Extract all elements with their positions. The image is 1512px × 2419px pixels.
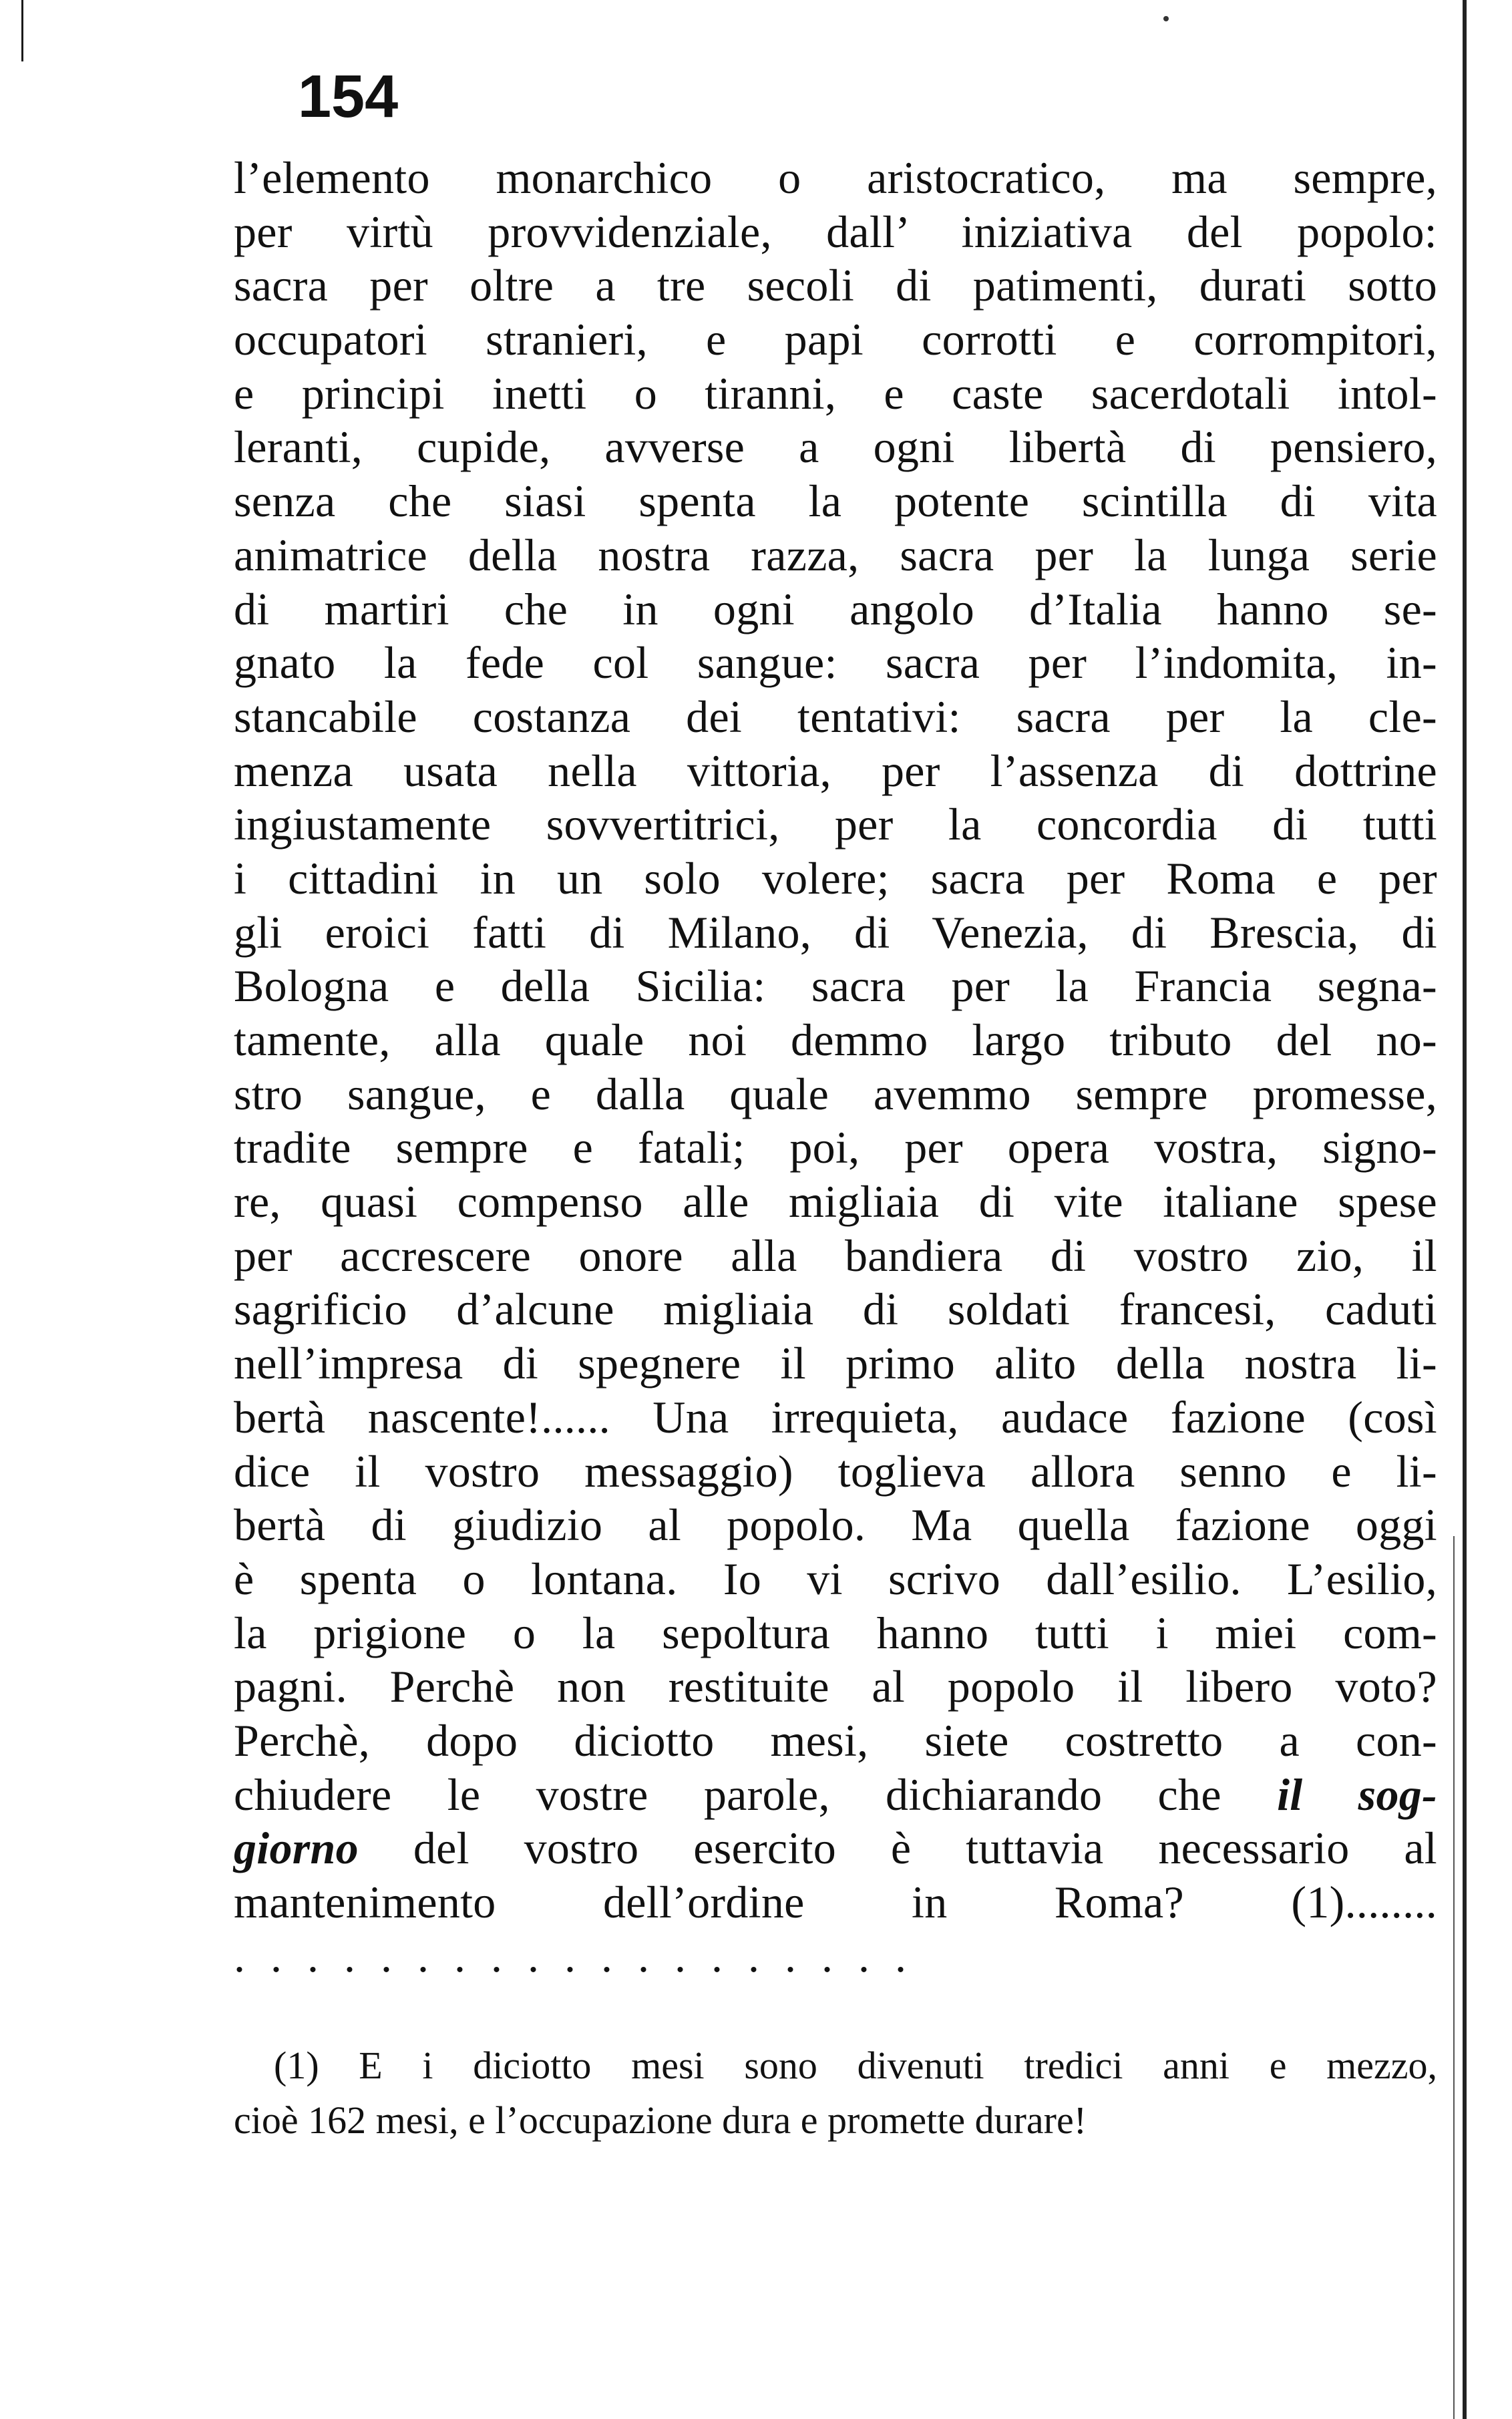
text-segment: chiudere le vostre parole, dichiarando che xyxy=(234,1769,1221,1820)
text-line: leranti, cupide, avverse a ogni libertà di pensiero, xyxy=(234,421,1437,473)
footnote xyxy=(234,2038,1437,2148)
text-line: sagrificio d’alcune migliaia di soldati francesi, caduti xyxy=(234,1284,1437,1335)
scan-corner-mark xyxy=(21,0,23,61)
text-line: bertà nascente!...... Una irrequieta, audace fazione (così xyxy=(234,1391,1437,1443)
italic-phrase: giorno xyxy=(234,1823,359,1874)
text-line: pagni. Perchè non restituite al popolo il libero voto? xyxy=(234,1661,1437,1712)
text-line: tradite sempre e fatali; poi, per opera vostra, signo- xyxy=(234,1122,1437,1173)
text-line: Perchè, dopo diciotto mesi, siete costretto a con- xyxy=(234,1714,1437,1766)
text-line: i cittadini in un solo volere; sacra per Roma e per xyxy=(234,852,1437,904)
scan-speck xyxy=(1163,16,1169,21)
text-line: tamente, alla quale noi demmo largo tributo del no- xyxy=(234,1014,1437,1065)
text-line: re, quasi compenso alle migliaia di vite italiane spese xyxy=(234,1176,1437,1228)
text-line: occupatori stranieri, e papi corrotti e corrompitori, xyxy=(234,314,1437,365)
text-line: nell’impresa di spegnere il primo alito della nostra li- xyxy=(234,1338,1437,1389)
text-line: animatrice della nostra razza, sacra per la lunga serie xyxy=(234,529,1437,580)
body-text xyxy=(234,151,1437,1983)
text-line: senza che siasi spenta la potente scintilla di vita xyxy=(234,476,1437,527)
text-line: la prigione o la sepoltura hanno tutti i miei com- xyxy=(234,1607,1437,1658)
italic-phrase: il sog- xyxy=(1277,1769,1437,1820)
text-line: menza usata nella vittoria, per l’assenza di dottrine xyxy=(234,745,1437,796)
text-line-with-italic xyxy=(234,1821,1437,1875)
text-line: dice il vostro messaggio) toglieva allora senno e li- xyxy=(234,1445,1437,1497)
text-line: gnato la fede col sangue: sacra per l’indomita, in- xyxy=(234,637,1437,689)
footnote-line: cioè 162 mesi, e l’occupazione dura e promette durare! xyxy=(234,2098,1087,2142)
page-edge-line xyxy=(1463,0,1467,2419)
dotted-line: ................... xyxy=(234,1930,932,1982)
text-line: stro sangue, e dalla quale avemmo sempre promesse, xyxy=(234,1068,1437,1119)
page-edge-shadow xyxy=(1453,1536,1455,2419)
page-number: 154 xyxy=(298,63,399,130)
text-line: mantenimento dell’ordine in Roma? (1)........ xyxy=(234,1877,1437,1927)
footnote-line: (1) E i diciotto mesi sono divenuti tredici anni e mezzo, xyxy=(274,2044,1437,2087)
text-line: è spenta o lontana. Io vi scrivo dall’esilio. L’esilio, xyxy=(234,1553,1437,1604)
text-line: gli eroici fatti di Milano, di Venezia, di Brescia, di xyxy=(234,906,1437,958)
text-line: per accrescere onore alla bandiera di vostro zio, il xyxy=(234,1230,1437,1281)
text-line-with-italic xyxy=(234,1768,1437,1822)
text-line: Bologna e della Sicilia: sacra per la Francia segna- xyxy=(234,960,1437,1012)
text-line: stancabile costanza dei tentativi: sacra per la cle- xyxy=(234,691,1437,742)
text-line: per virtù provvidenziale, dall’ iniziativa del popolo: xyxy=(234,206,1437,257)
text-segment: del vostro esercito è tuttavia necessario al xyxy=(413,1823,1437,1874)
text-line: bertà di giudizio al popolo. Ma quella fazione oggi xyxy=(234,1499,1437,1551)
text-line: e principi inetti o tiranni, e caste sacerdotali intol- xyxy=(234,367,1437,419)
text-line: sacra per oltre a tre secoli di patimenti, durati sotto xyxy=(234,260,1437,311)
text-line: di martiri che in ogni angolo d’Italia hanno se- xyxy=(234,583,1437,634)
text-line: ingiustamente sovvertitrici, per la concordia di tutti xyxy=(234,799,1437,850)
text-line: l’elemento monarchico o aristocratico, ma sempre, xyxy=(234,152,1437,203)
